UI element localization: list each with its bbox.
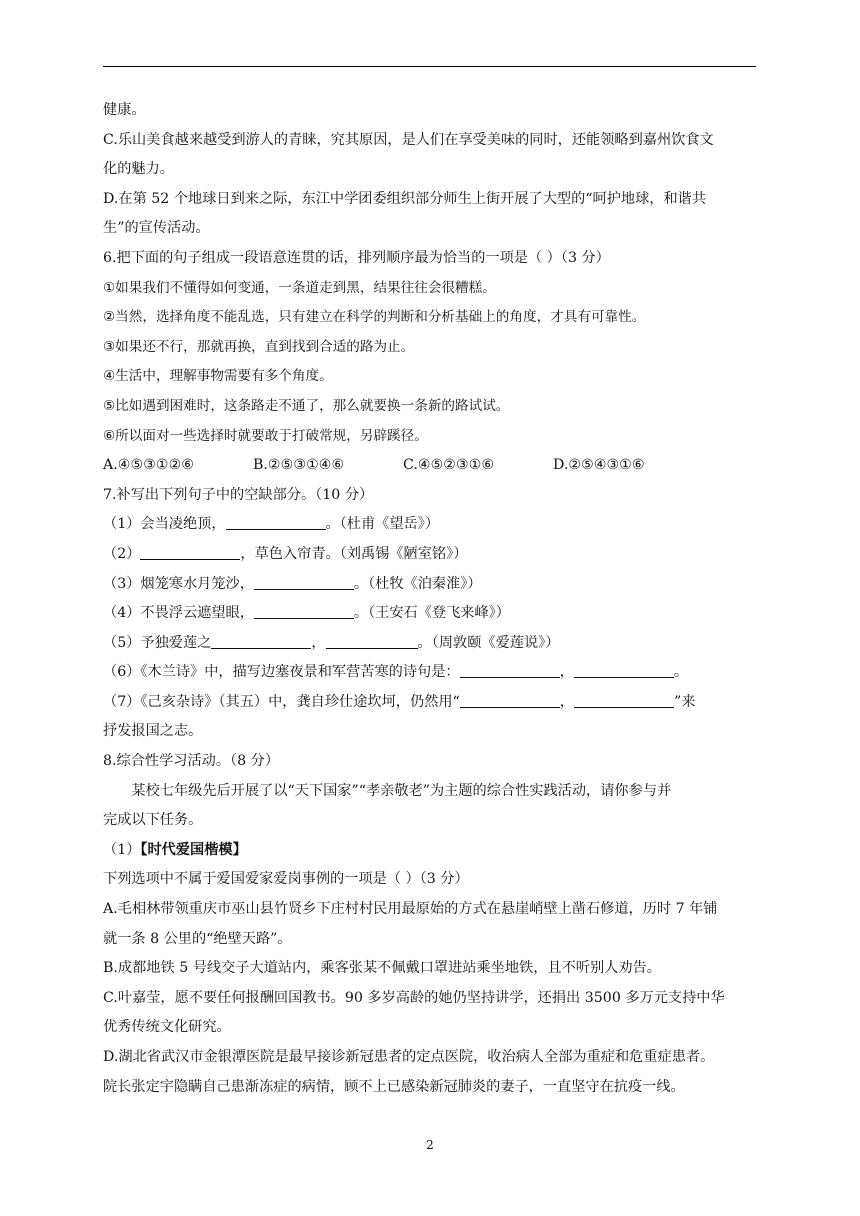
- choice-b-text: B.成都地铁 5 号线交子大道站内，乘客张某不佩戴口罩进站乘坐地铁，且不听别人劝告。: [103, 960, 661, 977]
- fill-blank: [254, 575, 354, 590]
- fill-item-text: （3）烟笼寒水月笼沙，: [103, 575, 254, 592]
- fill-item-text: （6）《木兰诗》中，描写边塞夜景和军营苦寒的诗句是：: [103, 664, 460, 681]
- fill-blank: [254, 604, 354, 619]
- fill-item-text: 。: [673, 664, 689, 681]
- subquestion-title: 【时代爱国楷模】: [140, 841, 247, 858]
- fill-item-4: [103, 599, 756, 629]
- choice-d-text: D.湖北省武汉市金银潭医院是最早接诊新冠患者的定点医院，收治病人全部为重症和危重症患者。: [103, 1049, 715, 1065]
- choice-c-text: C.叶嘉莹，愿不要任何报酬回国教书。90 多岁高龄的她仍坚持讲学，还捐出 3500 多万元支持中华: [103, 989, 725, 1006]
- option-c-text: C.乐山美食越来越受到游人的青睐，究其原因，是人们在享受美味的同时，还能领略到嘉州饮食文: [103, 131, 714, 148]
- sentence-1: ①如果我们不懂得如何变通，一条道走到黑，结果往往会很糟糕。: [103, 279, 496, 296]
- fill-blank: [460, 663, 560, 678]
- fill-item-text: （5）予独爱莲之: [103, 634, 212, 651]
- option-a: A.④⑤③①②⑥: [103, 457, 195, 474]
- header-rule: [103, 66, 756, 67]
- fill-blank: [211, 634, 311, 649]
- sentence-4: ④生活中，理解事物需要有多个角度。: [103, 368, 333, 385]
- choice-a-text: A.毛相林带领重庆市巫山县竹贤乡下庄村村民用最原始的方式在悬崖峭壁上凿石修道，历时 7 年铺: [103, 901, 718, 918]
- fill-blank: [140, 545, 240, 560]
- text-line: 健康。: [103, 102, 146, 118]
- subquestion-1-prompt: 下列选项中不属于爱国爱家爱岗事例的一项是（ ）（3 分）: [103, 871, 469, 888]
- fill-item-text: （7）《己亥杂诗》（其五）中，龚自珍仕途坎坷，仍然用“: [103, 693, 460, 710]
- question-7: 7.补写出下列句子中的空缺部分。（10 分）: [103, 486, 374, 503]
- fill-item-7: [103, 688, 756, 718]
- fill-item-5: [103, 629, 756, 659]
- fill-blank: [226, 515, 326, 530]
- fill-item-text: ，: [559, 693, 574, 710]
- fill-item-text: （2）: [103, 545, 141, 562]
- fill-item-3: [103, 570, 756, 600]
- option-d: D.②⑤④③①⑥: [553, 457, 645, 474]
- text-line: 化的魅力。: [103, 161, 174, 178]
- subquestion-number: （1）: [103, 841, 141, 858]
- sentence-5: ⑤比如遇到困难时，这条路走不通了，那么就要换一条新的路试试。: [103, 397, 510, 414]
- fill-item-text: ”来: [673, 693, 696, 710]
- option-c: C.④⑤②③①⑥: [403, 457, 495, 474]
- sentence-6: ⑥所以面对一些选择时就要敢于打破常规，另辟蹊径。: [103, 427, 428, 444]
- fill-item-text: （1）会当凌绝顶，: [103, 516, 226, 533]
- fill-blank: [326, 634, 418, 649]
- page-content: [103, 96, 756, 1102]
- fill-item-text: ，草色入帘青。（刘禹锡《陋室铭》）: [240, 545, 468, 562]
- option-b: B.②⑤③①④⑥: [253, 457, 345, 474]
- text-line: 生”的宣传活动。: [103, 220, 210, 237]
- option-d-text: D.在第 52 个地球日到来之际，东江中学团委组织部分师生上街开展了大型的“呵护地球，和谐共: [103, 190, 707, 207]
- fill-item-1: [103, 510, 756, 540]
- fill-item-text: 。（王安石《登飞来峰》）: [353, 605, 510, 622]
- sentence-2: ②当然，选择角度不能乱选，只有建立在科学的判断和分析基础上的角度，才具有可靠性。: [103, 309, 646, 326]
- subquestion-1-heading: [103, 836, 756, 866]
- text-line: 完成以下任务。: [103, 812, 203, 829]
- text-line: 院长张定宇隐瞒自己患渐冻症的病情，顾不上已感染新冠肺炎的妻子，一直坚守在抗疫一线。: [103, 1078, 685, 1095]
- text-line: 就一条 8 公里的“绝壁天路”。: [103, 930, 292, 947]
- text-line: 抒发报国之志。: [103, 723, 203, 740]
- page-number: 2: [426, 1138, 434, 1152]
- fill-blank: [460, 693, 560, 708]
- text-line: 优秀传统文化研究。: [103, 1019, 231, 1036]
- fill-blank: [574, 663, 674, 678]
- question-8-intro: 某校七年级先后开展了以“天下国家”“孝亲敬老”为主题的综合性实践活动，请你参与并: [131, 782, 672, 799]
- fill-item-text: 。（杜牧《泊秦淮》）: [353, 575, 482, 592]
- fill-item-text: 。（周敦颐《爱莲说》）: [417, 634, 560, 651]
- fill-item-text: 。（杜甫《望岳》）: [325, 516, 440, 533]
- sentence-3: ③如果还不行，那就再换，直到找到合适的路为止。: [103, 338, 415, 355]
- fill-item-2: [103, 540, 756, 570]
- question-6: 6.把下面的句子组成一段语意连贯的话，排列顺序最为恰当的一项是（ ）（3 分）: [103, 249, 610, 266]
- question-8: 8.综合性学习活动。（8 分）: [103, 753, 280, 770]
- fill-item-6: [103, 658, 756, 688]
- question-6-options: [103, 451, 756, 481]
- fill-item-text: （4）不畏浮云遮望眼，: [103, 605, 254, 622]
- fill-item-text: ，: [311, 634, 326, 651]
- fill-item-text: ，: [559, 664, 574, 681]
- fill-blank: [574, 693, 674, 708]
